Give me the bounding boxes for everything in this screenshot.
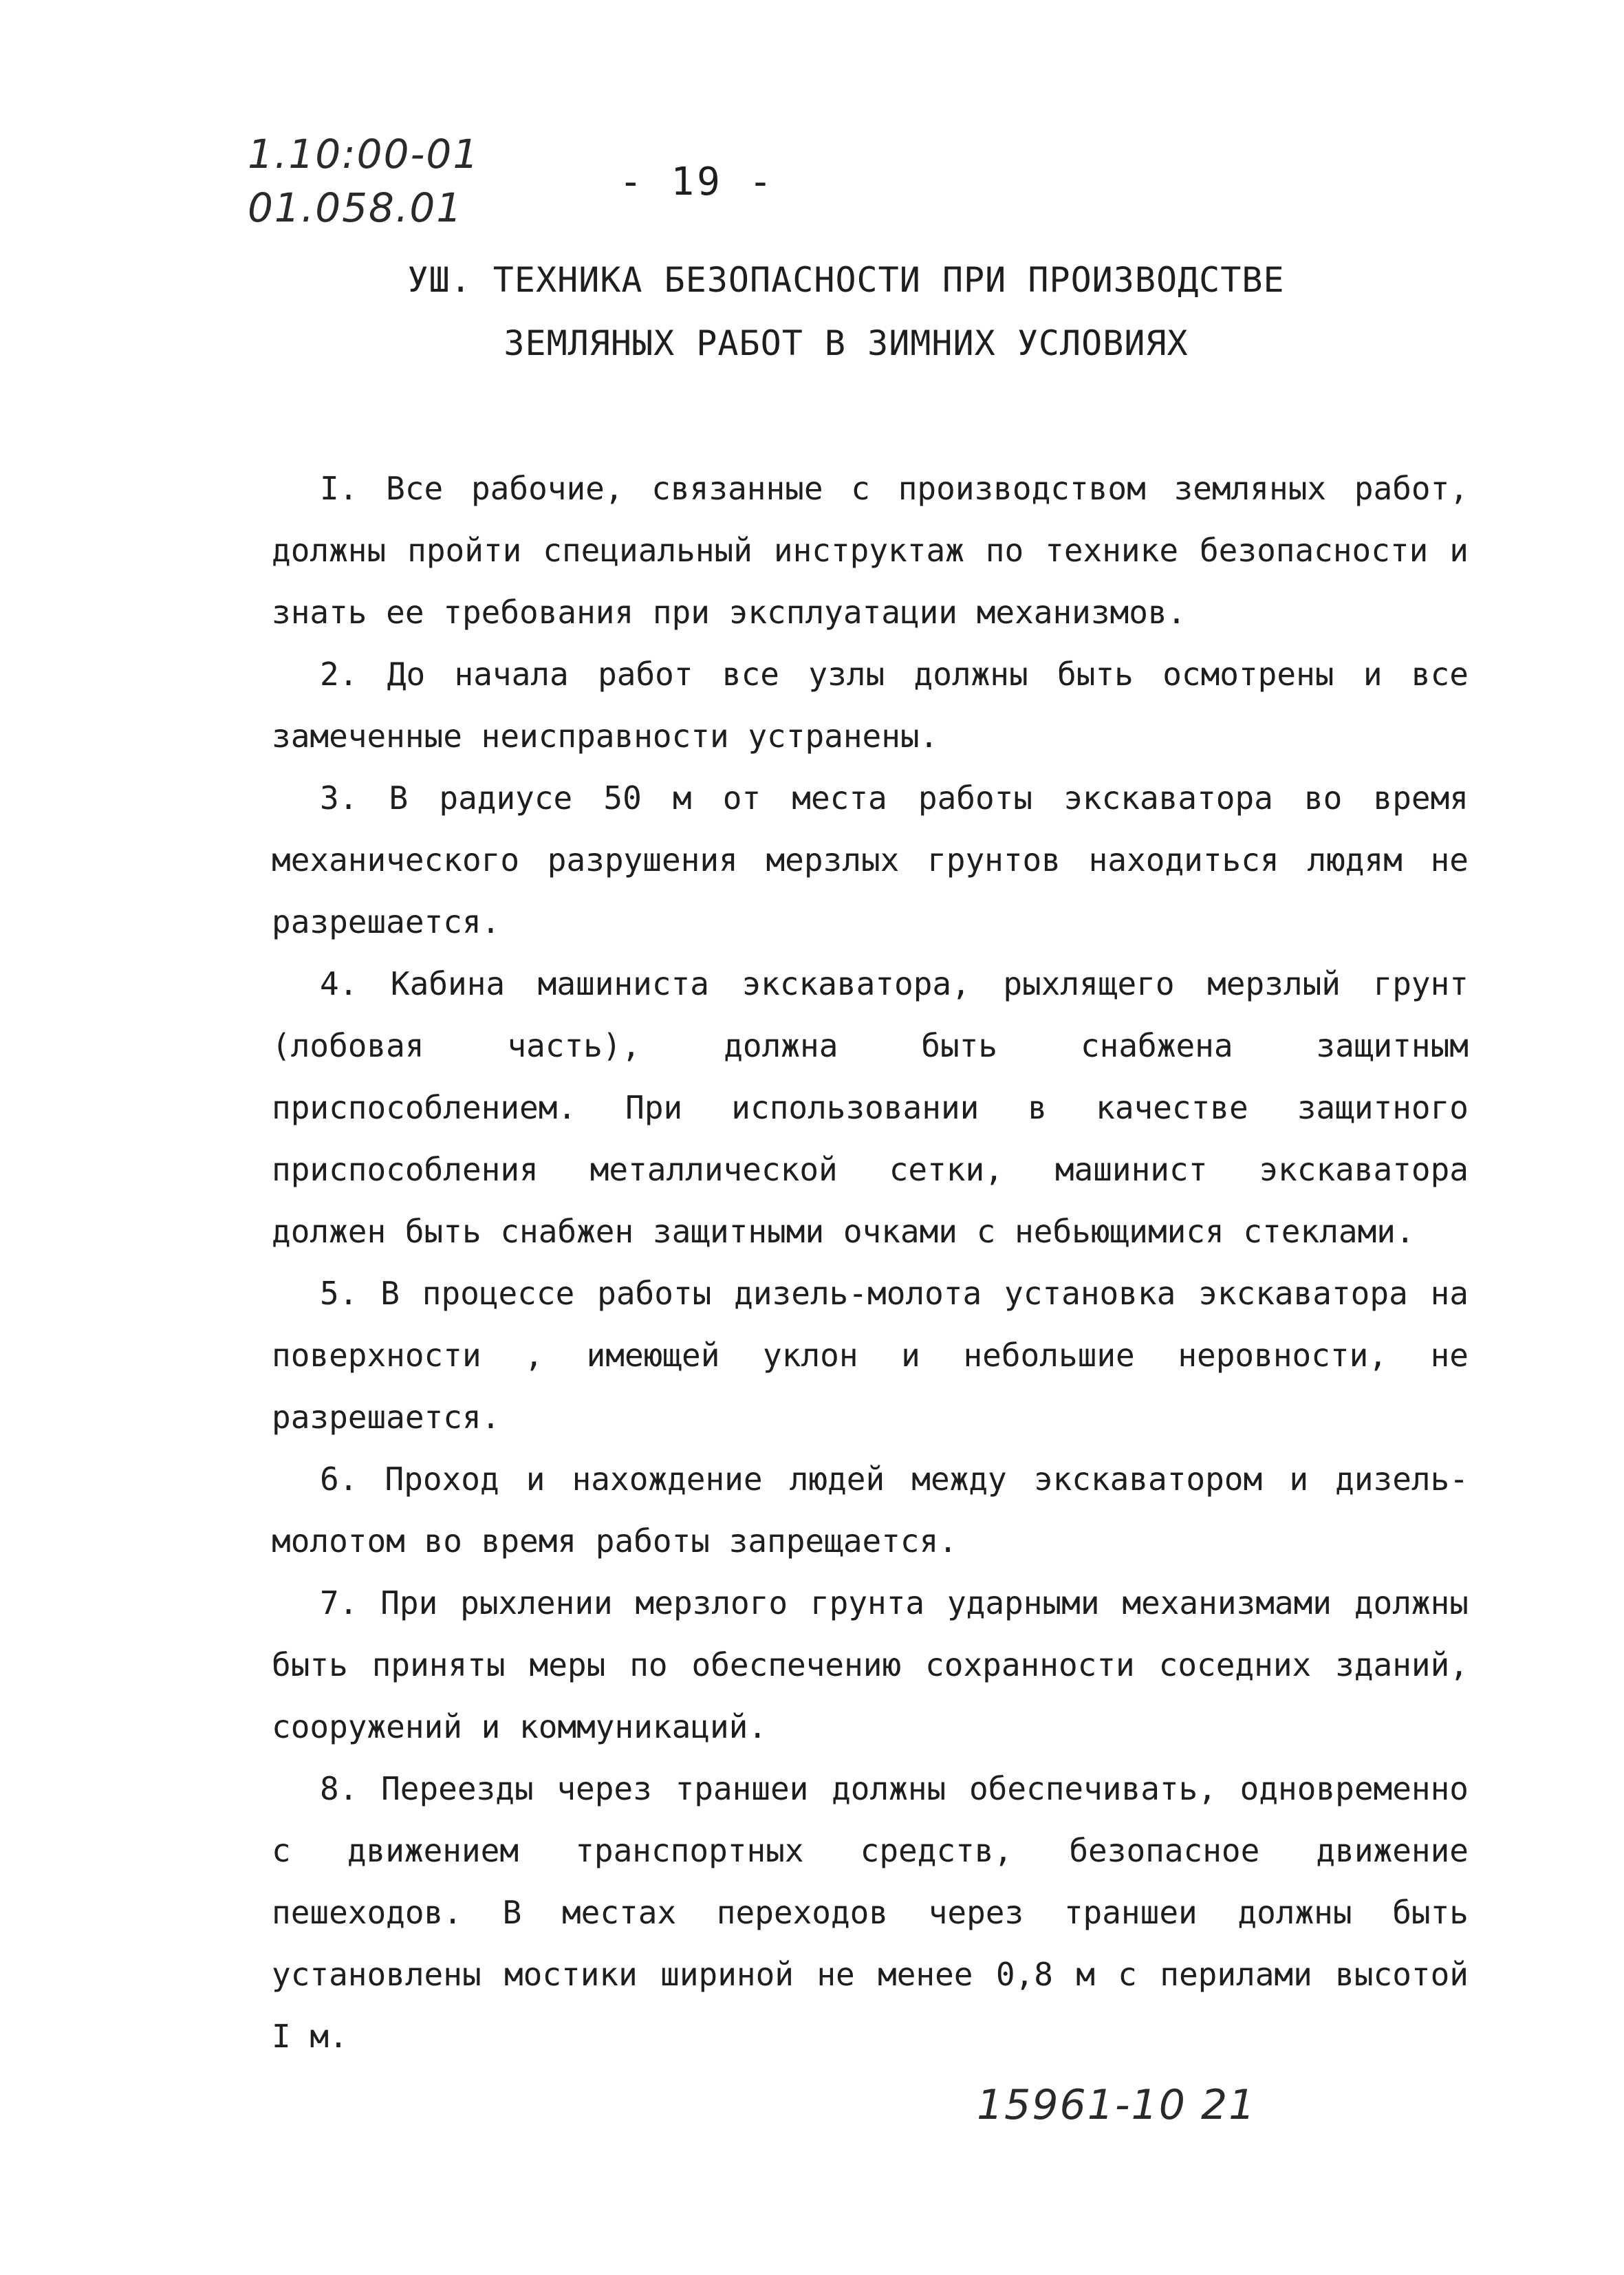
paragraph-2: 2. До начала работ все узлы должны быть осмотрены и все замеченные неисправности устранены.	[272, 656, 1469, 755]
handwritten-footer-stamp: 15961-10 21	[977, 2081, 1257, 2129]
handwritten-code-line-2: 01.058.01	[248, 184, 464, 231]
handwritten-code-line-1: 1.10:00-01	[248, 131, 480, 177]
paragraph-7: 7. При рыхлении мерзлого грунта ударными механизмами должны быть приняты меры по обеспечению сохранности соседних зданий, сооружений и коммуникаций.	[272, 1584, 1469, 1745]
document-body	[272, 457, 1469, 2067]
paragraph-6: 6. Проход и нахождение людей между экскаватором и дизель-молотом во время работы запрещается.	[272, 1460, 1469, 1560]
paragraph-1: I. Все рабочие, связанные с производством земляных работ, должны пройти специальный инструктаж по технике безопасности и знать ее требования при эксплуатации механизмов.	[272, 470, 1469, 631]
paragraph-4: 4. Кабина машиниста экскаватора, рыхлящего мерзлый грунт (лобовая часть), должна быть снабжена защитным приспособлением. При использовании в качестве защитного приспособления металлической сетки, машинист экскаватора должен быть снабжен защитными очками с небьющимися стеклами.	[272, 965, 1469, 1250]
paragraph-8: 8. Переезды через траншеи должны обеспечивать, одновременно с движением транспортных средств, безопасное движение пешеходов. В местах переходов через траншеи должны быть установлены мостики шириной не менее 0,8 м с перилами высотой I м.	[272, 1770, 1469, 2055]
section-title-line-2: ЗЕМЛЯНЫХ РАБОТ В ЗИМНИХ УСЛОВИЯХ	[504, 323, 1189, 363]
paragraph-5: 5. В процессе работы дизель-молота установка экскаватора на поверхности , имеющей уклон и небольшие неровности, не разрешается.	[272, 1275, 1469, 1436]
page-number: - 19 -	[619, 160, 775, 204]
section-title-line-1: УШ. ТЕХНИКА БЕЗОПАСНОСТИ ПРИ ПРОИЗВОДСТВЕ	[407, 260, 1285, 300]
paragraph-3: 3. В радиусе 50 м от места работы экскаватора во время механического разрушения мерзлых грунтов находиться людям не разрешается.	[272, 779, 1469, 940]
